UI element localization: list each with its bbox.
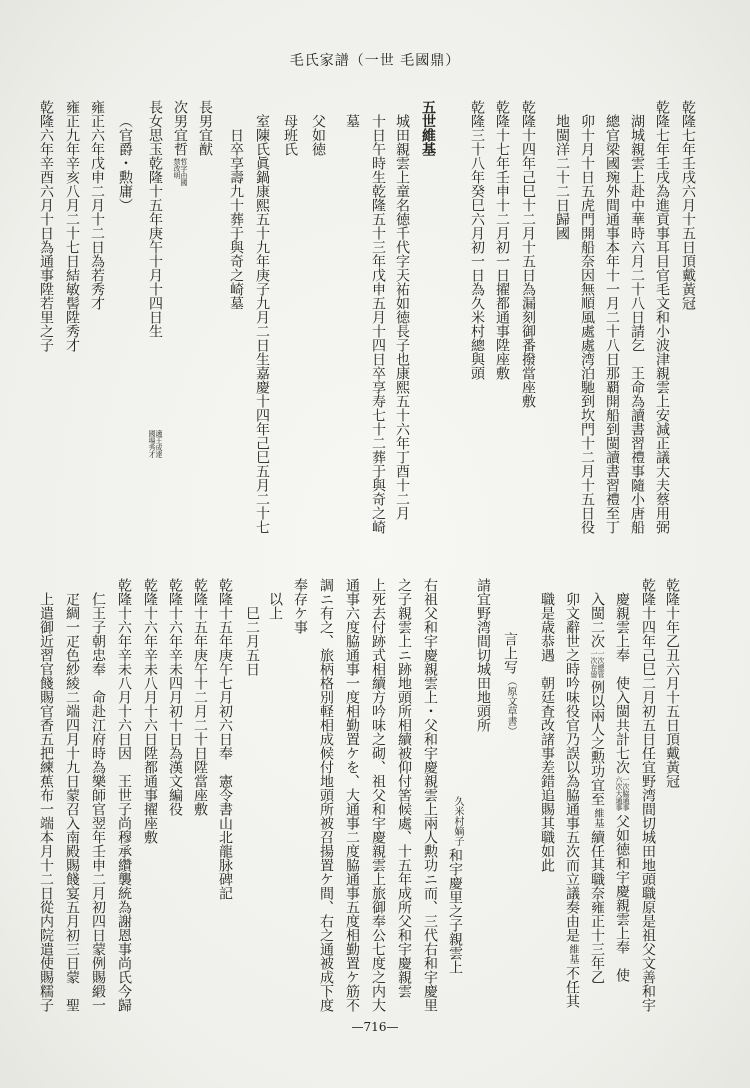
lower-continuation-2: 疋綢一疋色紗綾二端四月十九日蒙召入南殿賜餞宴五月初三日蒙 聖 [64, 592, 80, 1012]
upper-line-3: 湖城親雲上赴中華時六月二十八日請乞 王命為讀書習禮事隨小唐船 [629, 114, 645, 534]
petition-body-line-3: 上死去付跡式相續方吟味之砌、祖父和宇慶親雲上旅御奉公七度之内大 [370, 578, 386, 1012]
lower-entry-1: 乾隆十五年庚午七月初六日奉 憲令書山北龍脉碑記 [217, 578, 233, 900]
rank-entry-3: 乾隆六年辛酉六月十日為通事陞若里之子 [38, 100, 54, 352]
lower-entry-2: 乾隆十五年庚午十二月二十日陞當座敷 [192, 578, 208, 816]
annotation-line: 一次存留 [590, 650, 598, 678]
lower-line-2: 乾隆十四年己巳二月初五日任宜野湾間切城田地頭職原是祖父文善和宇 [640, 578, 656, 1012]
lower-line-5-part-2: 不任其 [564, 966, 580, 1008]
rank-entry-1: 雍正六年戊申二月十二日為若秀才 [89, 100, 105, 310]
annotation-line: 一次總管 [597, 650, 605, 678]
second-son-annotation [173, 158, 187, 186]
petitioner-note: 久米村嫡子 [452, 796, 463, 846]
annotation-line: 哲字由國 [180, 158, 188, 186]
lower-line-5-name: 維基 [567, 944, 578, 964]
lower-continuation-1: 仁王子朝忠奉 命赴江府時為樂師官翌年壬申二月初四日蒙例賜緞一 [90, 592, 106, 1012]
annotation-line: 六次大通事 [615, 776, 623, 811]
wife-line-1: 室陳氏眞鍋康熙五十九年庚子九月二日生嘉慶十四年己巳五月二十七 [254, 114, 270, 534]
lower-line-4-part-2: 例以兩人之勲功宜至 [589, 680, 605, 806]
lower-line-4-annotation [590, 650, 604, 678]
upper-line-5: 卯十月十日五虎門開船奈因無順風處處湾泊馳到坎門十二月十五日役 [579, 114, 595, 534]
petition-title: 言上写 [502, 632, 518, 674]
petition-body-line-6: 奉存ケ事 [292, 578, 308, 634]
page-header-title: 毛氏家譜（一世 毛國鼎） [289, 53, 461, 69]
lower-entry-4: 乾隆十六年辛未八月十六日陞都通事擢座敷 [142, 578, 158, 844]
lower-line-3-part-1: 慶親雲上奉 使入閩共計七次 [614, 592, 630, 774]
lower-line-4-part-1: 入閩二次 [589, 592, 605, 648]
upper-line-1: 乾隆七年壬戌六月十五日頂戴黃冠 [680, 100, 696, 310]
annotation-line: 國場秀才 [148, 430, 156, 458]
lower-line-5-part-1: 卯文辭世之時吟味役官乃誤以為脇通事五次而立議奏由是 [564, 592, 580, 942]
lower-line-3-annotation [615, 776, 629, 811]
petition-body-line-5: 調ニ有之、旅柄格別軽相成候付地頭所被召揚置ケ間、右之通被成下度 [318, 578, 334, 1012]
petition-title-note: （原文草書） [505, 676, 516, 736]
petition-closing: 以上 [267, 592, 283, 620]
mother-entry: 母班氏 [282, 114, 298, 156]
annotation-line: 適王成達 [155, 430, 163, 458]
father-entry: 父如徳 [310, 114, 326, 156]
upper-line-7: 乾隆十四年己巳十二月十五日為漏刻御番撥當座敷 [520, 100, 536, 408]
eldest-daughter-annotation [148, 430, 162, 458]
upper-line-6: 地閩洋二十二日歸國 [554, 114, 570, 240]
petitioner: 和宇慶里之子親雲上 [447, 848, 463, 974]
second-son-entry: 次男宜哲 [172, 100, 188, 156]
upper-line-8: 乾隆十七年壬申十二月初一日擢都通事陞座敷 [494, 100, 510, 380]
lower-line-4-part-3: 續任其職奈雍正十三年乙 [589, 830, 605, 984]
petition-date: 巳二月五日 [244, 606, 260, 676]
wife-line-2: 日卒享壽九十葬于與奇之崎墓 [228, 128, 244, 310]
bio-line-3: 墓 [344, 114, 360, 128]
bio-line-1: 城田親雲上童名徳千代字天祐如徳長子也康熙五十六年丁酉十二月 [394, 114, 410, 520]
annotation-line: 一次脇通事 [622, 776, 630, 811]
ranks-heading: （官爵・勲庸） [117, 114, 133, 212]
annotation-line: 禁改明 [173, 158, 181, 179]
eldest-son-entry: 長男宜猷 [197, 100, 213, 156]
upper-line-9: 乾隆三十八年癸巳六月初一日為久米村總與頭 [469, 100, 485, 380]
rank-entry-2: 雍正九年辛亥八月二十七日結敏髻陞秀才 [64, 100, 80, 352]
page-number: —716— [351, 1020, 399, 1034]
petition-body-line-2: 之子親雲上ニ跡地頭所相續被仰付筈候處、十五年成所父和宇慶親雲 [396, 578, 412, 998]
petition-body-line-4: 通事六度脇通事一度相勤置ケを、大通事二度脇通事五度相勤置ケ筋不 [344, 578, 360, 1012]
generation-heading: 五世維基 [420, 100, 436, 156]
lower-entry-5: 乾隆十六年辛未八月十六日因 王世子尚穆承纘襲統為謝恩事尚氏今歸 [116, 578, 132, 1012]
upper-line-2: 乾隆七年壬戌為進貢事耳目官毛文和小波津親雲上安減正議大夫蔡用弼 [654, 100, 670, 534]
lower-continuation-3: 上遣御近習官餞賜官香五把練蕉布一端本月十二日從内院遣使賜糯子 [38, 592, 54, 1012]
lower-entry-3: 乾隆十六年辛未四月初十日為漢文編役 [167, 578, 183, 816]
lower-line-1: 乾隆十年乙丑六月十五日頂戴黃冠 [664, 578, 680, 788]
petition-body-line-1: 右祖父和宇慶親雲上・父和宇慶親雲上兩人勲功ニ而、三代右和宇慶里 [422, 578, 438, 1012]
upper-line-4: 總官梁國琬外間通事本年十一月二十八日那覇開船到閩讀書習禮至丁 [604, 114, 620, 534]
lower-line-3-part-2: 父如徳和宇慶親雲上奉 使 [614, 814, 630, 982]
petition-addressee: 請宜野湾間切城田地頭所 [475, 578, 491, 732]
lower-line-6: 職是歳恭遇 朝廷査改諸事差錯追賜其職如此 [539, 592, 555, 872]
eldest-daughter-entry: 長女思玉乾隆十五年庚午十月十四日生 [147, 100, 163, 338]
lower-line-4-name: 維基 [592, 808, 603, 828]
bio-line-2: 十日午時生乾隆五十三年戊申五月十四日卒享寿七十二葬于與奇之崎 [370, 114, 386, 534]
